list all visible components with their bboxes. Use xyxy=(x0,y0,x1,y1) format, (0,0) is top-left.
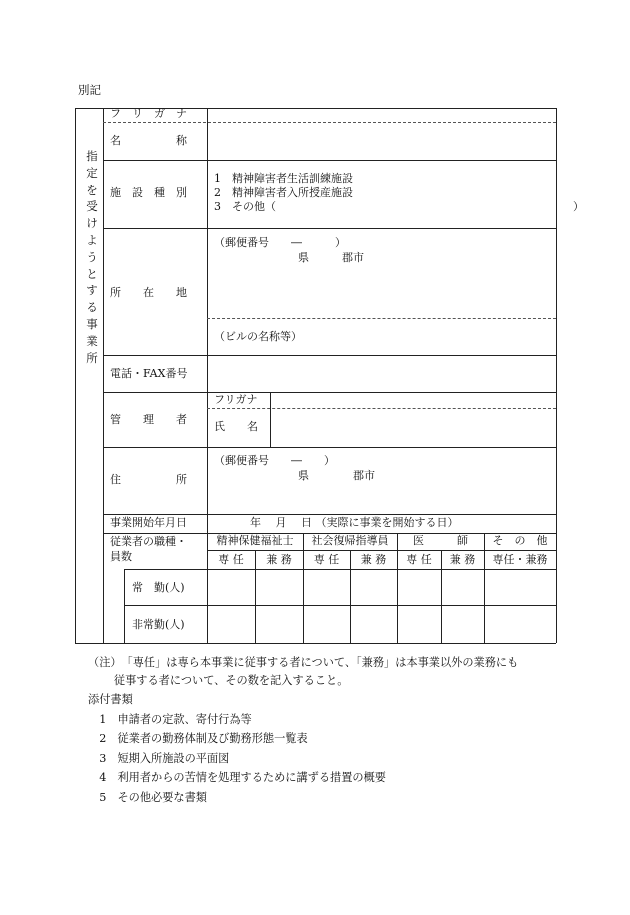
attachment-item: 2 従業者の勤務体制及び勤務形態一覧表 xyxy=(88,732,308,745)
staff-group-psw: 精神保健福祉士 xyxy=(216,534,294,547)
staff-sub-concurrent: 兼 務 xyxy=(449,553,476,566)
manager-name: 氏 名 xyxy=(214,420,258,433)
attachment-item: 5 その他必要な書類 xyxy=(88,790,207,804)
label-fulltime: 常 勤(人) xyxy=(132,581,185,594)
section-label-vertical: 指定を受けようとする事業所 xyxy=(86,149,98,365)
label-location: 所 在 地 xyxy=(110,286,187,299)
staff-sub-dedicated-concurrent: 専任・兼務 xyxy=(492,553,548,566)
notes-block xyxy=(88,653,568,807)
manager-furigana: フリガナ xyxy=(214,393,258,406)
staff-sub-concurrent: 兼 務 xyxy=(266,553,292,566)
location-postal: （郵便番号 ― ） xyxy=(214,236,346,249)
label-parttime: 非常勤(人) xyxy=(132,618,185,631)
label-staff-2: 員数 xyxy=(110,550,132,563)
staff-group-doctor: 医 師 xyxy=(413,534,468,547)
label-start-date: 事業開始年月日 xyxy=(110,516,187,529)
staff-sub-dedicated: 専 任 xyxy=(406,553,432,566)
attachment-item: 4 利用者からの苦情を処理するために講ずる措置の概要 xyxy=(88,771,386,784)
staff-group-other: そ の 他 xyxy=(492,534,548,547)
staff-sub-dedicated: 専 任 xyxy=(218,553,244,566)
label-address: 住 所 xyxy=(110,473,187,486)
facility-type-1: 1 精神障害者生活訓練施設 xyxy=(214,172,353,185)
staff-sub-concurrent: 兼 務 xyxy=(360,553,387,566)
facility-type-2: 2 精神障害者入所授産施設 xyxy=(214,186,353,199)
start-date-value: 年 月 日 （実際に事業を開始する日） xyxy=(250,516,459,529)
label-phone-fax: 電話・FAX番号 xyxy=(110,367,188,380)
address-pref-city: 県 郡市 xyxy=(298,469,375,482)
address-postal: （郵便番号 ― ） xyxy=(214,454,335,467)
location-building: （ビルの名称等） xyxy=(214,330,302,343)
label-staff-1: 従業者の職種・ xyxy=(110,535,187,548)
attachment-item: 1 申請者の定款、寄付行為等 xyxy=(88,712,252,726)
attachment-item: 3 短期入所施設の平面図 xyxy=(88,751,230,765)
label-name: 名 称 xyxy=(110,134,187,147)
attachments-title: 添付書類 xyxy=(88,693,133,706)
note-line: 従事する者について、その数を記入すること。 xyxy=(88,673,349,687)
label-furigana: フ リ ガ ナ xyxy=(110,107,187,120)
label-manager: 管 理 者 xyxy=(110,413,187,426)
note-line: （注） 「専任」は専ら本事業に従事する者について、「兼務」は本事業以外の業務にも xyxy=(88,656,519,669)
label-facility-type: 施 設 種 別 xyxy=(110,186,187,199)
staff-group-rehab: 社会復帰指導員 xyxy=(311,534,389,547)
page-heading: 別記 xyxy=(78,83,101,97)
staff-sub-dedicated: 専 任 xyxy=(313,553,340,566)
location-pref-city: 県 郡市 xyxy=(298,251,364,264)
facility-type-3: 3 その他（ ） xyxy=(214,200,584,213)
